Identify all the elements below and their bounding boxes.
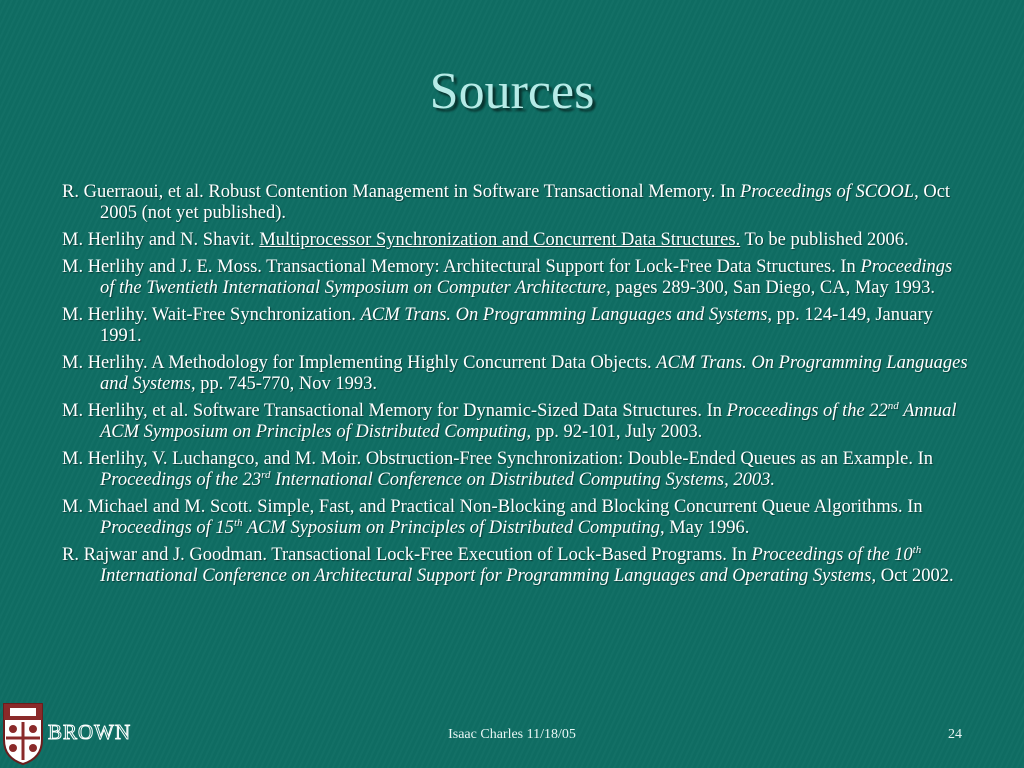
reference-link[interactable]: Multiprocessor Synchronization and Concurrent Data Structures. <box>259 230 741 250</box>
reference-text: M. Herlihy and N. Shavit. <box>62 230 260 250</box>
reference-text: R. Rajwar and J. Goodman. Transactional Lock-Free Execution of Lock-Based Programs. In <box>62 545 752 565</box>
reference-item <box>62 182 970 224</box>
reference-item <box>62 353 970 395</box>
reference-item <box>62 449 970 491</box>
reference-text: , Oct 2002. <box>871 566 954 586</box>
ordinal-suffix: th <box>233 516 243 529</box>
page-number: 24 <box>948 727 962 742</box>
reference-venue <box>100 470 775 490</box>
reference-text: M. Herlihy. A Methodology for Implementing Highly Concurrent Data Objects. <box>62 353 657 373</box>
reference-text: , pp. 745-770, Nov 1993. <box>190 374 377 394</box>
reference-venue-part: Proceedings of the 22 <box>726 401 888 421</box>
reference-text: , pp. 92-101, July 2003. <box>526 422 703 442</box>
reference-item <box>62 257 970 299</box>
ordinal-suffix: rd <box>261 468 271 481</box>
reference-text: , pp. 124-149, January 1991. <box>100 305 933 346</box>
reference-item <box>62 497 970 539</box>
ordinal-suffix: nd <box>887 399 899 412</box>
reference-venue <box>100 518 660 538</box>
reference-venue-part: International Conference on Architectural Support for Programming Languages and Operating Systems <box>100 566 872 586</box>
reference-item <box>62 545 970 587</box>
reference-venue-part: Proceedings of the 23 <box>100 470 262 490</box>
reference-list <box>62 182 970 593</box>
ordinal-suffix: th <box>912 543 922 556</box>
reference-text: R. Guerraoui, et al. Robust Contention Management in Software Transactional Memory. In <box>62 182 741 202</box>
reference-text: pages 289-300, San Diego, CA, May 1993. <box>610 278 935 298</box>
reference-venue: ACM Trans. On Programming Languages and Systems <box>360 305 768 325</box>
reference-text: M. Herlihy and J. E. Moss. Transactional Memory: Architectural Support for Lock-Free Data Structures. In <box>62 257 861 277</box>
reference-text: , Oct 2005 (not yet published). <box>100 182 951 223</box>
footer-author-date: Isaac Charles 11/18/05 <box>448 727 576 742</box>
reference-text: M. Herlihy, et al. Software Transactional Memory for Dynamic-Sized Data Structures. In <box>62 401 727 421</box>
reference-venue: Proceedings of the Twentieth International Symposium on Computer Architecture, <box>100 257 953 298</box>
reference-item <box>62 230 970 251</box>
reference-venue: Proceedings of SCOOL <box>740 182 915 202</box>
reference-item <box>62 305 970 347</box>
reference-venue: ACM Trans. On Programming Languages and Systems <box>100 353 968 394</box>
reference-venue-part: Annual ACM Symposium on Principles of Distributed Computing <box>100 401 957 442</box>
reference-text: M. Herlihy. Wait-Free Synchronization. <box>62 305 361 325</box>
brown-wordmark: BROWN <box>48 720 132 744</box>
reference-item <box>62 401 970 443</box>
slide-title: Sources <box>429 63 595 120</box>
reference-venue-part: ACM Syposium on Principles of Distributed Computing <box>242 518 660 538</box>
reference-venue-part: International Conference on Distributed Computing Systems, 2003. <box>270 470 775 490</box>
reference-text: M. Michael and M. Scott. Simple, Fast, and Practical Non-Blocking and Blocking Concurrent Queue Algorithms. In <box>62 497 923 517</box>
reference-text: To be published 2006. <box>740 230 909 250</box>
reference-venue-part: Proceedings of the 10 <box>751 545 913 565</box>
reference-text: , May 1996. <box>659 518 750 538</box>
reference-venue-part: Proceedings of 15 <box>100 518 234 538</box>
reference-text: M. Herlihy, V. Luchangco, and M. Moir. Obstruction-Free Synchronization: Double-Ended Queues as an Example. In <box>62 449 934 469</box>
